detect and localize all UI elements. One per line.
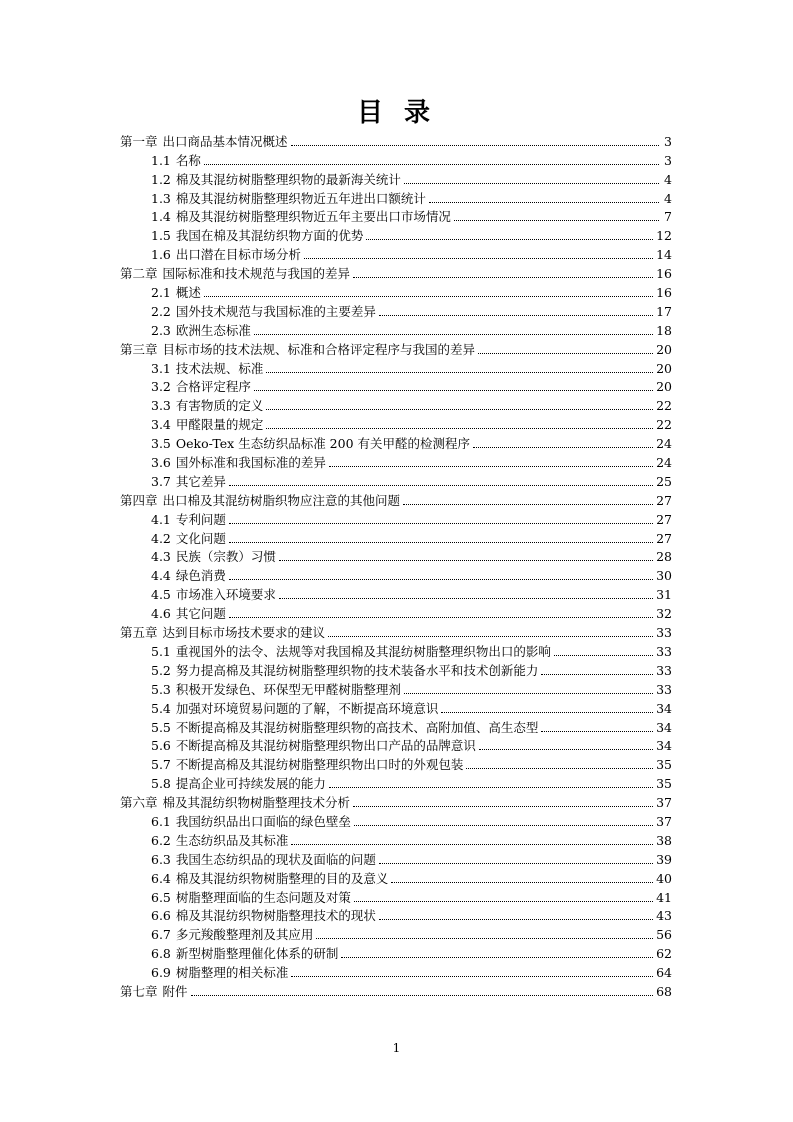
toc-entry-title: 多元羧酸整理剂及其应用: [175, 927, 314, 943]
toc-entry-number: 6.4: [151, 870, 171, 886]
toc-entry-page: 3: [664, 152, 672, 168]
dot-leader: [328, 636, 653, 637]
toc-entry-page: 7: [664, 209, 672, 225]
toc-entry-number: 4.2: [151, 530, 171, 546]
toc-entry-page: 39: [656, 851, 672, 867]
toc-entry-number: 3.3: [151, 398, 171, 414]
toc-entry-title: 专利问题: [175, 511, 226, 527]
toc-entry-number: 2.1: [151, 285, 171, 301]
toc-entry-page: 32: [656, 606, 672, 622]
toc-section-entry[interactable]: [120, 660, 672, 679]
toc-entry-title: 棉及其混纺织物树脂整理技术分析: [162, 795, 351, 811]
toc-entry-title: 欧洲生态标准: [175, 322, 251, 338]
toc-entry-page: 24: [656, 436, 672, 452]
toc-entry-number: 2.3: [151, 322, 171, 338]
toc-entry-title: 国外技术规范与我国标准的主要差异: [175, 303, 376, 319]
toc-entry-page: 22: [656, 398, 672, 414]
toc-entry-title: 我国纺织品出口面临的绿色壁垒: [175, 813, 351, 829]
toc-entry-title: 树脂整理面临的生态问题及对策: [175, 889, 351, 905]
dot-leader: [204, 164, 659, 165]
toc-entry-number: 1.5: [151, 228, 171, 244]
toc-entry-page: 25: [656, 473, 672, 489]
toc-chapter-entry[interactable]: [120, 981, 672, 1000]
toc-entry-title: 生态纺织品及其标准: [175, 832, 289, 848]
page-number: 1: [392, 1041, 401, 1055]
toc-entry-number: 6.8: [151, 946, 171, 962]
toc-section-entry[interactable]: [120, 509, 672, 528]
toc-entry-title: 出口商品基本情况概述: [162, 133, 288, 149]
toc-chapter-entry[interactable]: [120, 792, 672, 811]
toc-entry-page: 18: [656, 322, 672, 338]
toc-entry-page: 34: [656, 719, 672, 735]
toc-entry-page: 37: [656, 795, 672, 811]
toc-entry-page: 3: [664, 133, 672, 149]
toc-entry-title: 达到目标市场技术要求的建议: [162, 625, 326, 641]
toc-entry-title: 民族（宗教）习惯: [175, 549, 276, 565]
toc-section-entry[interactable]: [120, 395, 672, 414]
toc-entry-title: 棉及其混纺树脂整理织物近五年进出口额统计: [175, 190, 426, 206]
toc-entry-title: 棉及其混纺树脂整理织物的最新海关统计: [175, 171, 401, 187]
toc-section-entry[interactable]: [120, 547, 672, 566]
toc-entry-page: 16: [656, 285, 672, 301]
toc-entry-number: 6.9: [151, 965, 171, 981]
toc-entry-page: 34: [656, 700, 672, 716]
toc-section-entry[interactable]: [120, 377, 672, 396]
toc-entry-number: 6.7: [151, 927, 171, 943]
toc-entry-title: 不断提高棉及其混纺树脂整理织物的高技术、高附加值、高生态型: [175, 719, 539, 735]
toc-section-entry[interactable]: [120, 320, 672, 339]
toc-entry-number: 6.5: [151, 889, 171, 905]
toc-entry-page: 27: [656, 492, 672, 508]
toc-entry-number: 第七章: [120, 983, 158, 999]
dot-leader: [279, 560, 653, 561]
dot-leader: [229, 523, 653, 524]
dot-leader: [229, 542, 653, 543]
toc-entry-number: 6.3: [151, 851, 171, 867]
toc-entry-number: 6.6: [151, 908, 171, 924]
dot-leader: [266, 428, 653, 429]
toc-entry-number: 第一章: [120, 133, 158, 149]
toc-section-entry[interactable]: [120, 452, 672, 471]
toc-section-entry[interactable]: [120, 528, 672, 547]
toc-entry-title: 文化问题: [175, 530, 226, 546]
toc-entry-page: 56: [656, 927, 672, 943]
toc-chapter-entry[interactable]: [120, 263, 672, 282]
toc-section-entry[interactable]: [120, 244, 672, 263]
toc-section-entry[interactable]: [120, 414, 672, 433]
toc-entry-page: 41: [656, 889, 672, 905]
dot-leader: [391, 882, 653, 883]
dot-leader: [403, 504, 653, 505]
toc-entry-page: 33: [656, 643, 672, 659]
toc-entry-title: 棉及其混纺树脂整理织物近五年主要出口市场情况: [175, 209, 451, 225]
toc-chapter-entry[interactable]: [120, 490, 672, 509]
toc-entry-title: 我国生态纺织品的现状及面临的问题: [175, 851, 376, 867]
page-title: 目 录: [356, 98, 437, 128]
toc-section-entry[interactable]: [120, 830, 672, 849]
toc-chapter-entry[interactable]: [120, 622, 672, 641]
dot-leader: [473, 447, 653, 448]
toc-entry-page: 68: [656, 983, 672, 999]
toc-entry-title: 技术法规、标准: [175, 360, 264, 376]
dot-leader: [379, 919, 653, 920]
toc-entry-number: 5.2: [151, 662, 171, 678]
dot-leader: [341, 957, 653, 958]
toc-entry-title: 甲醛限量的规定: [175, 417, 264, 433]
dot-leader: [329, 466, 653, 467]
toc-entry-title: 国际标准和技术规范与我国的差异: [162, 266, 351, 282]
toc-entry-page: 20: [656, 379, 672, 395]
dot-leader: [291, 145, 659, 146]
dot-leader: [441, 712, 653, 713]
dot-leader: [279, 598, 653, 599]
toc-entry-page: 28: [656, 549, 672, 565]
toc-entry-page: 38: [656, 832, 672, 848]
dot-leader: [229, 485, 653, 486]
dot-leader: [191, 995, 654, 996]
dot-leader: [329, 787, 653, 788]
toc-chapter-entry[interactable]: [120, 131, 672, 150]
toc-entry-number: 3.4: [151, 417, 171, 433]
toc-section-entry[interactable]: [120, 433, 672, 452]
toc-entry-page: 33: [656, 681, 672, 697]
toc-section-entry[interactable]: [120, 188, 672, 207]
dot-leader: [466, 768, 653, 769]
toc-chapter-entry[interactable]: [120, 339, 672, 358]
toc-entry-title: Oeko-Tex 生态纺织品标准 200 有关甲醛的检测程序: [175, 436, 471, 452]
dot-leader: [229, 579, 653, 580]
toc-entry-number: 5.5: [151, 719, 171, 735]
toc-entry-page: 33: [656, 625, 672, 641]
toc-entry-title: 市场准入环境要求: [175, 587, 276, 603]
toc-section-entry[interactable]: [120, 641, 672, 660]
toc-section-entry[interactable]: [120, 282, 672, 301]
toc-section-entry[interactable]: [120, 471, 672, 490]
dot-leader: [266, 372, 653, 373]
toc-entry-title: 有害物质的定义: [175, 398, 264, 414]
toc-entry-title: 不断提高棉及其混纺树脂整理织物出口时的外观包装: [175, 757, 464, 773]
dot-leader: [554, 655, 653, 656]
toc-entry-number: 5.6: [151, 738, 171, 754]
toc-entry-number: 1.1: [151, 152, 171, 168]
toc-entry-title: 积极开发绿色、环保型无甲醛树脂整理剂: [175, 681, 401, 697]
toc-entry-page: 33: [656, 662, 672, 678]
toc-entry-page: 24: [656, 455, 672, 471]
toc-section-entry[interactable]: [120, 962, 672, 981]
toc-entry-page: 22: [656, 417, 672, 433]
toc-section-entry[interactable]: [120, 868, 672, 887]
toc-entry-title: 名称: [175, 152, 201, 168]
toc-section-entry[interactable]: [120, 207, 672, 226]
toc-entry-page: 35: [656, 776, 672, 792]
toc-entry-page: 4: [664, 190, 672, 206]
toc-entry-number: 第六章: [120, 795, 158, 811]
toc-entry-number: 2.2: [151, 303, 171, 319]
toc-section-entry[interactable]: [120, 924, 672, 943]
dot-leader: [304, 258, 653, 259]
toc-section-entry[interactable]: [120, 150, 672, 169]
toc-section-entry[interactable]: [120, 754, 672, 773]
dot-leader: [353, 277, 653, 278]
dot-leader: [204, 296, 653, 297]
toc-section-entry[interactable]: [120, 603, 672, 622]
toc-entry-page: 16: [656, 266, 672, 282]
dot-leader: [541, 731, 653, 732]
dot-leader: [291, 844, 653, 845]
toc-entry-title: 努力提高棉及其混纺树脂整理织物的技术装备水平和技术创新能力: [175, 662, 539, 678]
dot-leader: [429, 202, 659, 203]
toc-entry-title: 棉及其混纺织物树脂整理技术的现状: [175, 908, 376, 924]
toc-section-entry[interactable]: [120, 679, 672, 698]
toc-entry-number: 第四章: [120, 492, 158, 508]
toc-entry-title: 新型树脂整理催化体系的研制: [175, 946, 339, 962]
toc-section-entry[interactable]: [120, 717, 672, 736]
toc-entry-number: 5.1: [151, 643, 171, 659]
toc-entry-page: 4: [664, 171, 672, 187]
toc-entry-page: 30: [656, 568, 672, 584]
toc-entry-title: 合格评定程序: [175, 379, 251, 395]
toc-entry-number: 第三章: [120, 341, 158, 357]
toc-entry-number: 5.4: [151, 700, 171, 716]
toc-entry-number: 1.4: [151, 209, 171, 225]
toc-entry-page: 40: [656, 870, 672, 886]
dot-leader: [404, 693, 653, 694]
toc-entry-page: 27: [656, 530, 672, 546]
toc-entry-number: 3.2: [151, 379, 171, 395]
toc-entry-page: 62: [656, 946, 672, 962]
toc-section-entry[interactable]: [120, 849, 672, 868]
toc-section-entry[interactable]: [120, 169, 672, 188]
table-of-contents: [120, 131, 672, 1000]
toc-entry-page: 35: [656, 757, 672, 773]
toc-entry-number: 第五章: [120, 625, 158, 641]
toc-entry-title: 棉及其混纺织物树脂整理的目的及意义: [175, 870, 389, 886]
toc-entry-title: 附件: [162, 983, 188, 999]
toc-entry-number: 4.4: [151, 568, 171, 584]
dot-leader: [316, 938, 653, 939]
dot-leader: [379, 863, 653, 864]
toc-section-entry[interactable]: [120, 301, 672, 320]
toc-entry-number: 6.1: [151, 813, 171, 829]
toc-entry-title: 出口棉及其混纺树脂织物应注意的其他问题: [162, 492, 401, 508]
dot-leader: [454, 220, 659, 221]
toc-entry-number: 6.2: [151, 832, 171, 848]
toc-entry-title: 加强对环境贸易问题的了解，不断提高环境意识: [175, 700, 439, 716]
dot-leader: [254, 390, 653, 391]
dot-leader: [541, 674, 653, 675]
toc-entry-title: 其它差异: [175, 473, 226, 489]
toc-entry-number: 3.1: [151, 360, 171, 376]
toc-entry-title: 概述: [175, 285, 201, 301]
toc-entry-number: 1.2: [151, 171, 171, 187]
toc-entry-page: 64: [656, 965, 672, 981]
toc-section-entry[interactable]: [120, 584, 672, 603]
toc-entry-title: 绿色消费: [175, 568, 226, 584]
toc-section-entry[interactable]: [120, 698, 672, 717]
toc-entry-number: 5.3: [151, 681, 171, 697]
toc-entry-title: 不断提高棉及其混纺树脂整理织物出口产品的品牌意识: [175, 738, 476, 754]
toc-section-entry[interactable]: [120, 906, 672, 925]
toc-entry-number: 4.1: [151, 511, 171, 527]
toc-entry-page: 12: [656, 228, 672, 244]
toc-entry-number: 4.3: [151, 549, 171, 565]
toc-entry-title: 重视国外的法令、法规等对我国棉及其混纺树脂整理织物出口的影响: [175, 643, 551, 659]
toc-entry-page: 34: [656, 738, 672, 754]
toc-entry-title: 国外标准和我国标准的差异: [175, 455, 326, 471]
dot-leader: [366, 239, 653, 240]
dot-leader: [379, 315, 653, 316]
toc-entry-number: 5.7: [151, 757, 171, 773]
toc-entry-number: 3.5: [151, 436, 171, 452]
toc-entry-number: 第二章: [120, 266, 158, 282]
toc-section-entry[interactable]: [120, 565, 672, 584]
toc-entry-number: 1.3: [151, 190, 171, 206]
toc-entry-title: 出口潜在目标市场分析: [175, 247, 301, 263]
toc-entry-page: 43: [656, 908, 672, 924]
toc-entry-number: 5.8: [151, 776, 171, 792]
toc-section-entry[interactable]: [120, 736, 672, 755]
dot-leader: [266, 409, 653, 410]
dot-leader: [353, 806, 653, 807]
dot-leader: [404, 183, 659, 184]
toc-entry-title: 树脂整理的相关标准: [175, 965, 289, 981]
toc-section-entry[interactable]: [120, 887, 672, 906]
toc-entry-number: 1.6: [151, 247, 171, 263]
toc-entry-number: 4.5: [151, 587, 171, 603]
toc-entry-number: 4.6: [151, 606, 171, 622]
toc-entry-page: 20: [656, 360, 672, 376]
dot-leader: [354, 825, 653, 826]
toc-entry-page: 37: [656, 813, 672, 829]
toc-entry-title: 我国在棉及其混纺织物方面的优势: [175, 228, 364, 244]
toc-section-entry[interactable]: [120, 225, 672, 244]
toc-entry-title: 其它问题: [175, 606, 226, 622]
toc-entry-page: 20: [656, 341, 672, 357]
dot-leader: [229, 617, 653, 618]
dot-leader: [354, 901, 653, 902]
dot-leader: [479, 749, 653, 750]
toc-entry-page: 27: [656, 511, 672, 527]
toc-section-entry[interactable]: [120, 358, 672, 377]
toc-section-entry[interactable]: [120, 811, 672, 830]
toc-entry-number: 3.7: [151, 473, 171, 489]
dot-leader: [254, 334, 653, 335]
toc-entry-page: 17: [656, 303, 672, 319]
toc-entry-title: 目标市场的技术法规、标准和合格评定程序与我国的差异: [162, 341, 476, 357]
toc-entry-number: 3.6: [151, 455, 171, 471]
dot-leader: [291, 976, 653, 977]
toc-entry-page: 31: [656, 587, 672, 603]
dot-leader: [478, 353, 653, 354]
toc-entry-title: 提高企业可持续发展的能力: [175, 776, 326, 792]
toc-section-entry[interactable]: [120, 943, 672, 962]
toc-section-entry[interactable]: [120, 773, 672, 792]
toc-entry-page: 14: [656, 247, 672, 263]
